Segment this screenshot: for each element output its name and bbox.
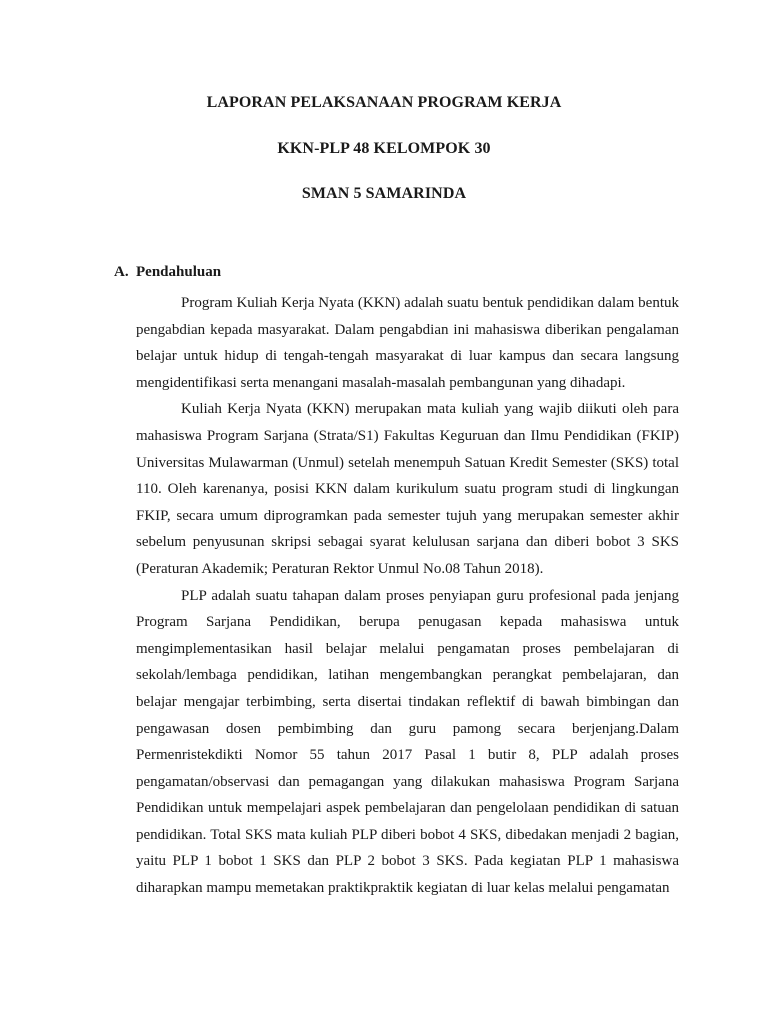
section-title: Pendahuluan — [136, 264, 222, 280]
paragraph: Program Kuliah Kerja Nyata (KKN) adalah suatu bentuk pendidikan dalam bentuk pengabdian kepada masyarakat. Dalam pengabdian ini mahasiswa diberikan pengalaman belajar untuk hidup di tengah-tengah masyarakat di luar kampus dan secara langsung mengidentifikasi serta menangani masalah-masalah pembangunan yang dihadapi. — [136, 295, 679, 391]
paragraph: Kuliah Kerja Nyata (KKN) merupakan mata kuliah yang wajib diikuti oleh para mahasiswa Program Sarjana (Strata/S1) Fakultas Keguruan dan Ilmu Pendidikan (FKIP) Universitas Mulawarman (Unmul) setelah menempuh Satuan Kredit Semester (SKS) total 110. Oleh karenanya, posisi KKN dalam kurikulum suatu program studi di lingkungan FKIP, secara umum diprogramkan pada semester tujuh yang merupakan semester akhir sebelum penyusunan skripsi sebagai syarat kelulusan sarjana dan diberi bobot 3 SKS (Peraturan Akademik; Peraturan Rektor Unmul No.08 Tahun 2018). — [136, 401, 679, 577]
section-letter: A. — [114, 264, 129, 280]
report-subtitle-school: SMAN 5 SAMARINDA — [301, 185, 467, 202]
paragraph: PLP adalah suatu tahapan dalam proses penyiapan guru profesional pada jenjang Program Sarjana Pendidikan, berupa penugasan kepada mahasiswa untuk mengimplementasikan hasil belajar melalui pengamatan proses pembelajaran di sekolah/lembaga pendidikan, latihan mengembangkan perangkat pembelajaran, dan belajar mengajar terbimbing, serta disertai tindakan reflektif di bawah bimbingan dan pengawasan dosen pembimbing dan guru pamong secara berjenjang.Dalam Permenristekdikti Nomor 55 tahun 2017 Pasal 1 butir 8, PLP adalah proses pengamatan/observasi dan pemagangan yang dilakukan mahasiswa Program Sarjana Pendidikan untuk mempelajari aspek pembelajaran dan pengelolaan pendidikan di satuan pendidikan. Total SKS mata kuliah PLP diberi bobot 4 SKS, dibedakan menjadi 2 bagian, yaitu PLP 1 bobot 1 SKS dan PLP 2 bobot 3 SKS. Pada kegiatan PLP 1 mahasiswa diharapkan mampu memetakan praktikpraktik kegiatan di luar kelas melalui pengamatan — [136, 587, 679, 897]
report-subtitle-group: KKN-PLP 48 KELOMPOK 30 — [277, 140, 491, 157]
report-title: LAPORAN PELAKSANAAN PROGRAM KERJA — [206, 94, 562, 111]
body-text — [136, 290, 679, 902]
section-heading — [114, 264, 221, 281]
